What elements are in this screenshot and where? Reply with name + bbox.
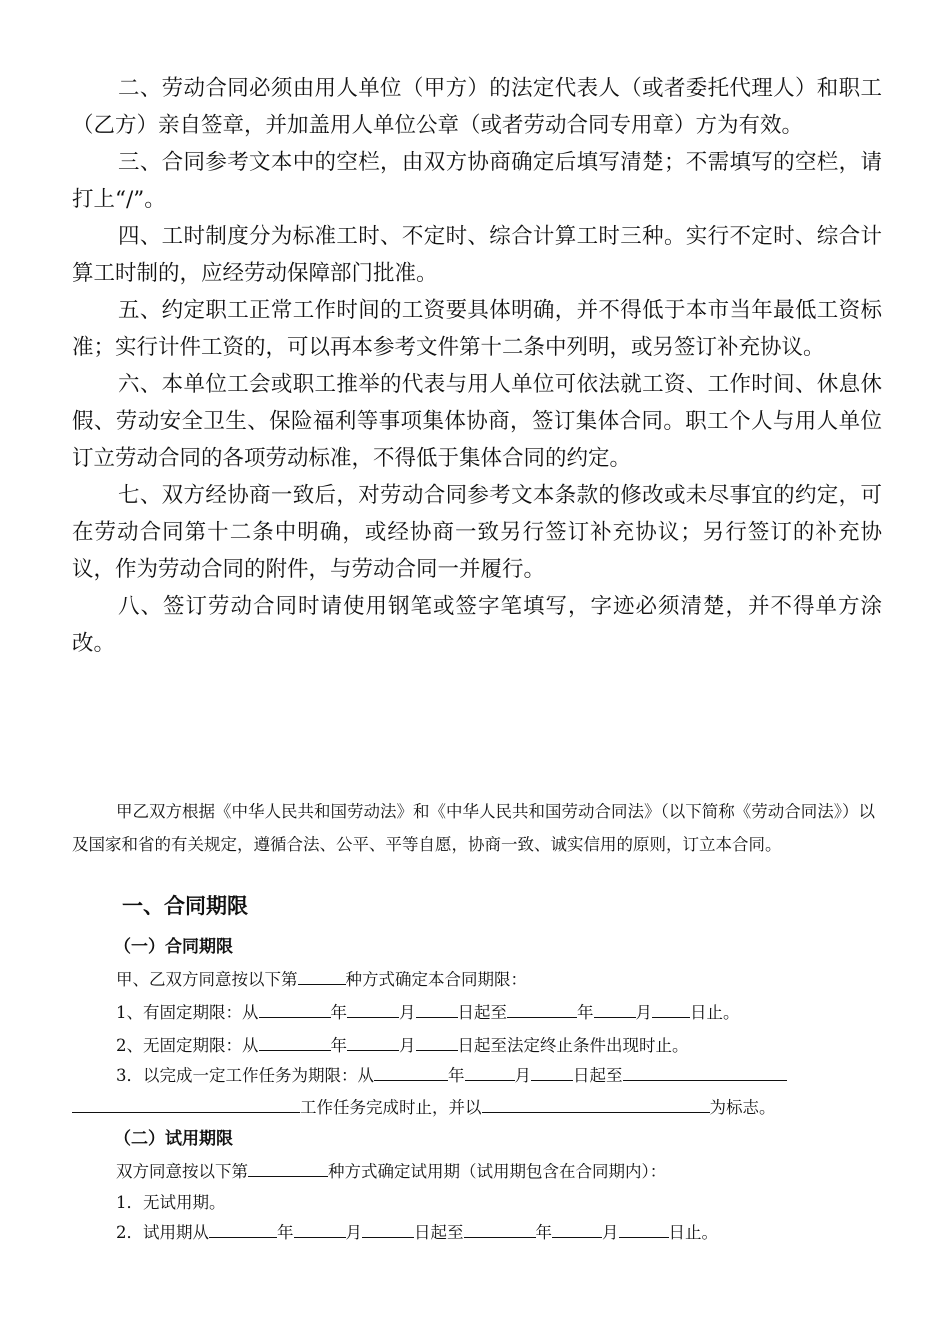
task-completion-mark-blank[interactable]: [482, 1096, 710, 1113]
task-start-day-blank[interactable]: [531, 1064, 573, 1081]
note-4: 四、工时制度分为标准工时、不定时、综合计算工时三种。实行不定时、综合计算工时制的，应经劳动保障部门批准。: [72, 224, 882, 286]
fixed-term-line: 1、有固定期限：从 年 月 日起至 年 月 日止。: [116, 1003, 740, 1022]
probation-end-day-blank[interactable]: [619, 1221, 669, 1238]
task-description-blank[interactable]: [72, 1096, 300, 1113]
subsection-heading-contract-term: （一）合同期限: [114, 937, 233, 957]
term-method-line: 甲、乙双方同意按以下第 种方式确定本合同期限：: [116, 970, 527, 989]
open-term-line: 2、无固定期限：从 年 月 日起至法定终止条件出现时止。: [116, 1036, 689, 1055]
probation-period-line: 2．试用期从 年 月 日起至 年 月 日止。: [116, 1223, 718, 1242]
task-term-line: 3．以完成一定工作任务为期限：从 年 月 日起至: [116, 1062, 787, 1086]
task-start-month-blank[interactable]: [465, 1064, 515, 1081]
term-method-blank[interactable]: [298, 968, 346, 985]
section-heading-contract-term: 一、合同期限: [122, 894, 248, 918]
fixed-end-month-blank[interactable]: [594, 1001, 636, 1018]
open-start-month-blank[interactable]: [347, 1034, 399, 1051]
probation-method-blank[interactable]: [248, 1160, 328, 1177]
note-8: 八、签订劳动合同时请使用钢笔或签字笔填写，字迹必须清楚，并不得单方涂改。: [72, 594, 882, 656]
fixed-start-year-blank[interactable]: [259, 1001, 331, 1018]
task-start-year-blank[interactable]: [374, 1064, 448, 1081]
probation-start-year-blank[interactable]: [209, 1221, 277, 1238]
task-end-blank[interactable]: [623, 1064, 787, 1081]
instructions-notes: [72, 70, 882, 662]
open-start-year-blank[interactable]: [259, 1034, 331, 1051]
probation-end-year-blank[interactable]: [464, 1221, 536, 1238]
fixed-start-day-blank[interactable]: [416, 1001, 458, 1018]
probation-end-month-blank[interactable]: [552, 1221, 602, 1238]
fixed-start-month-blank[interactable]: [347, 1001, 399, 1018]
subsection-heading-probation: （二）试用期限: [114, 1129, 233, 1149]
preamble-text: 甲乙双方根据《中华人民共和国劳动法》和《中华人民共和国劳动合同法》（以下简称《劳动合同法》）以及国家和省的有关规定，遵循合法、公平、平等自愿，协商一致、诚实信用的原则，订立本合同。: [72, 802, 875, 854]
task-term-continuation: 工作任务完成时止，并以 为标志。: [72, 1094, 776, 1118]
note-3: 三、合同参考文本中的空栏，由双方协商确定后填写清楚；不需填写的空栏，请打上“/”。: [72, 150, 882, 212]
note-5: 五、约定职工正常工作时间的工资要具体明确，并不得低于本市当年最低工资标准；实行计件工资的，可以再本参考文件第十二条中列明，或另签订补充协议。: [72, 298, 882, 360]
note-7: 七、双方经协商一致后，对劳动合同参考文本条款的修改或未尽事宜的约定，可在劳动合同第十二条中明确，或经协商一致另行签订补充协议；另行签订的补充协议，作为劳动合同的附件，与劳动合同一并履行。: [72, 483, 882, 582]
contract-preamble: [72, 796, 880, 861]
open-start-day-blank[interactable]: [416, 1034, 458, 1051]
note-6: 六、本单位工会或职工推举的代表与用人单位可依法就工资、工作时间、休息休假、劳动安全卫生、保险福利等事项集体协商，签订集体合同。职工个人与用人单位订立劳动合同的各项劳动标准，不得低于集体合同的约定。: [72, 372, 882, 471]
probation-start-day-blank[interactable]: [362, 1221, 414, 1238]
fixed-end-year-blank[interactable]: [507, 1001, 577, 1018]
probation-method-line: 双方同意按以下第 种方式确定试用期（试用期包含在合同期内）：: [116, 1162, 667, 1181]
fixed-end-day-blank[interactable]: [652, 1001, 690, 1018]
note-2: 二、劳动合同必须由用人单位（甲方）的法定代表人（或者委托代理人）和职工（乙方）亲自签章，并加盖用人单位公章（或者劳动合同专用章）方为有效。: [72, 76, 882, 138]
no-probation-line: 1．无试用期。: [116, 1193, 226, 1212]
probation-start-month-blank[interactable]: [294, 1221, 346, 1238]
